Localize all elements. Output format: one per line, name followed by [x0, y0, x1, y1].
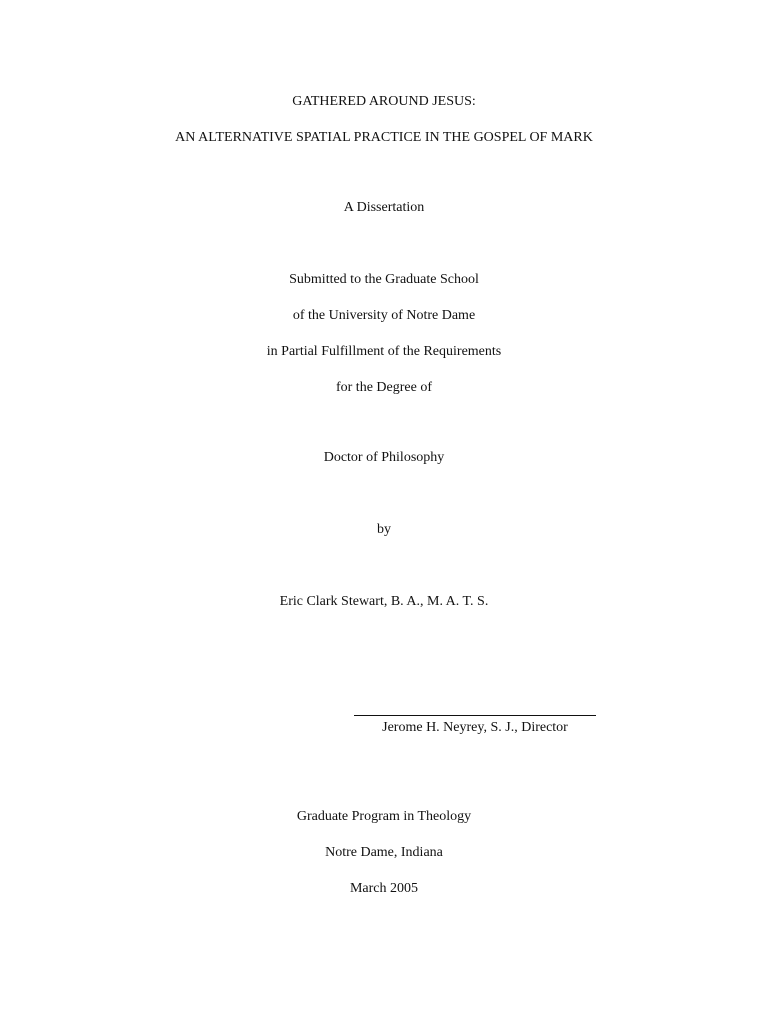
document-type: A Dissertation — [343, 200, 425, 215]
degree-name: Doctor of Philosophy — [323, 450, 445, 465]
submission-line-3: in Partial Fulfillment of the Requirements — [266, 344, 502, 359]
location: Notre Dame, Indiana — [325, 845, 443, 860]
date: March 2005 — [349, 881, 419, 896]
title-line-1: GATHERED AROUND JESUS: — [292, 94, 476, 109]
signature-line — [354, 715, 596, 716]
submission-line-1: Submitted to the Graduate School — [289, 272, 479, 287]
submission-line-2: of the University of Notre Dame — [292, 308, 476, 323]
program-name: Graduate Program in Theology — [296, 809, 472, 824]
title-line-2: AN ALTERNATIVE SPATIAL PRACTICE IN THE GOSPEL OF MARK — [175, 130, 593, 145]
by-label: by — [377, 522, 391, 537]
submission-line-4: for the Degree of — [335, 380, 432, 395]
author-name: Eric Clark Stewart, B. A., M. A. T. S. — [279, 594, 489, 609]
director-name: Jerome H. Neyrey, S. J., Director — [382, 720, 568, 735]
